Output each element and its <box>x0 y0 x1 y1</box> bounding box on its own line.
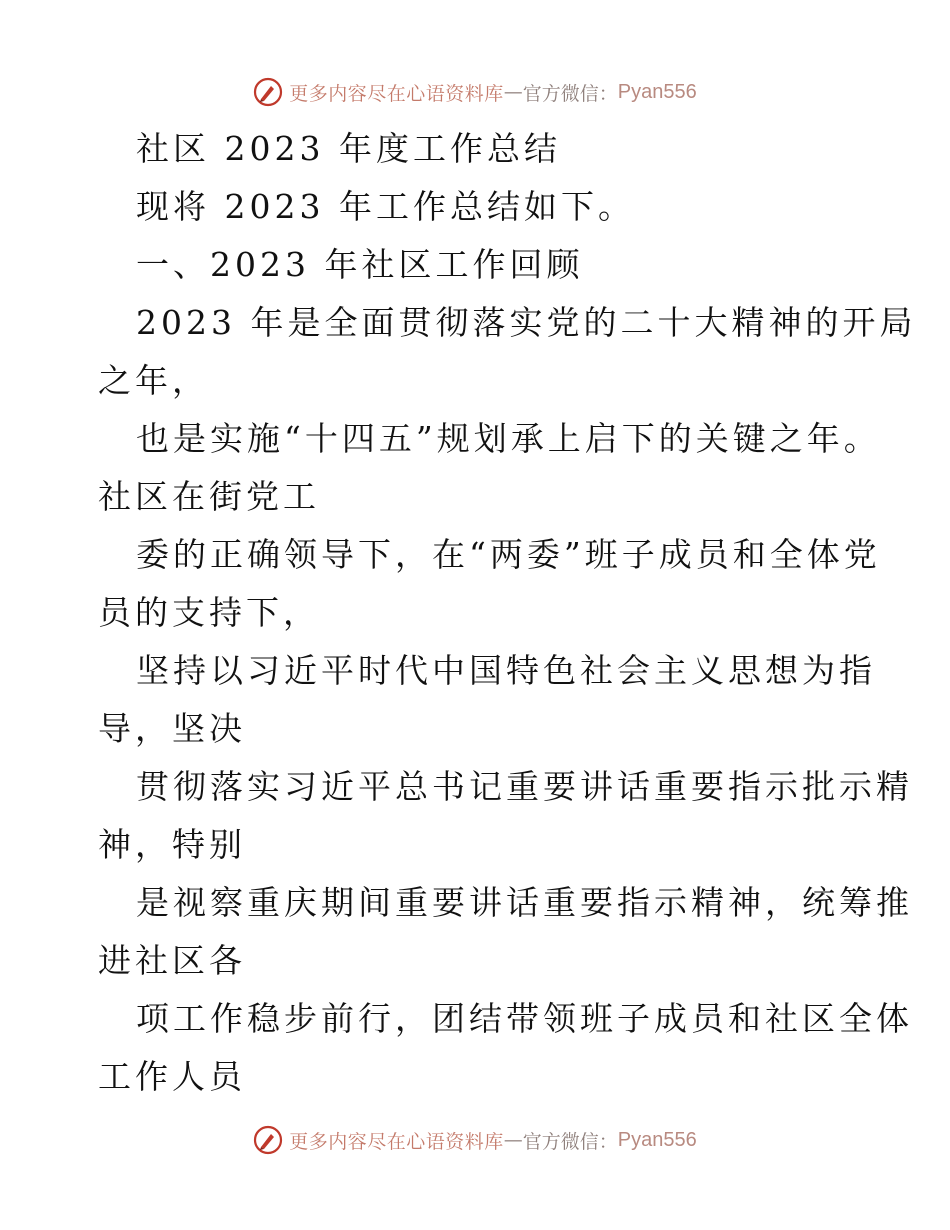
watermark-wechat-id: Pyan556 <box>617 80 697 103</box>
watermark-separator: — <box>503 1129 523 1151</box>
watermark-separator: — <box>503 81 523 103</box>
header-watermark <box>0 72 950 112</box>
document-body <box>98 120 917 1106</box>
paragraph-line: 神，特别 <box>98 825 246 864</box>
paragraph-line: 委的正确领导下，在“两委”班子成员和全体党 <box>136 535 881 574</box>
watermark-wechat-label: 官方微信： <box>522 82 618 105</box>
section-heading: 一、2023 年社区工作回顾 <box>136 245 584 284</box>
paragraph-line: 之年， <box>98 361 209 400</box>
paragraph-line: 也是实施“十四五”规划承上启下的关键之年。 <box>136 419 881 458</box>
watermark-wechat-id: Pyan556 <box>617 1128 697 1151</box>
paragraph-line: 员的支持下， <box>98 593 320 632</box>
paragraph-line: 坚持以习近平时代中国特色社会主义思想为指 <box>136 651 876 690</box>
pen-logo-icon <box>253 1125 283 1155</box>
paragraph-line: 贯彻落实习近平总书记重要讲话重要指示批示精 <box>136 767 913 806</box>
paragraph-line: 社区在街党工 <box>98 477 320 516</box>
watermark-wechat-label: 官方微信： <box>522 1130 618 1153</box>
paragraph-line: 工作人员 <box>98 1057 246 1096</box>
paragraph-line: 现将 2023 年工作总结如下。 <box>136 187 635 226</box>
paragraph-line: 导，坚决 <box>98 709 246 748</box>
footer-watermark <box>0 1120 950 1160</box>
pen-logo-icon <box>253 77 283 107</box>
paragraph-line: 项工作稳步前行，团结带领班子成员和社区全体 <box>136 999 913 1038</box>
watermark-text: 更多内容尽在心语资料库 <box>289 82 504 105</box>
paragraph-line: 是视察重庆期间重要讲话重要指示精神，统筹推 <box>136 883 913 922</box>
paragraph-line: 进社区各 <box>98 941 246 980</box>
paragraph-line: 2023 年是全面贯彻落实党的二十大精神的开局 <box>136 303 917 342</box>
watermark-text: 更多内容尽在心语资料库 <box>289 1130 504 1153</box>
document-title: 社区 2023 年度工作总结 <box>136 129 561 168</box>
